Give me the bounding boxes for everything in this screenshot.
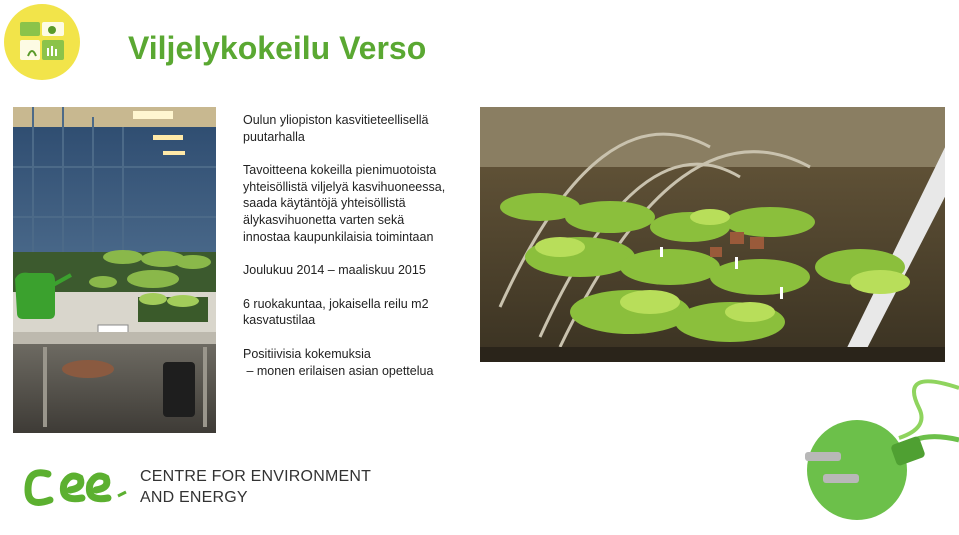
info-text [243, 112, 473, 396]
page-title: Viljelykokeilu Verso [128, 30, 427, 66]
org-name [140, 466, 371, 508]
verso-logo [4, 4, 80, 80]
text-line: kasvatustilaa [243, 313, 316, 328]
text-line: Joulukuu 2014 – maaliskuu 2015 [243, 263, 426, 278]
experience-paragraph [243, 346, 473, 379]
text-line: Tavoitteena kokeilla pienimuotoista [243, 163, 437, 178]
greenhouse-photo-right [480, 107, 945, 362]
period-paragraph [243, 262, 473, 279]
greenhouse-photo-left [13, 107, 216, 433]
text-line: 6 ruokakuntaa, jokaisella reilu m2 [243, 296, 429, 311]
text-line: innostaa kaupunkilaisia toimintaan [243, 229, 434, 244]
text-line: älykasvihuonetta varten sekä [243, 212, 405, 227]
org-name-line: CENTRE FOR ENVIRONMENT [140, 468, 372, 485]
location-paragraph [243, 112, 473, 145]
text-line: saada käytäntöjä yhteisöllistä [243, 196, 406, 211]
plug-icon [795, 370, 959, 530]
text-line: puutarhalla [243, 129, 305, 144]
text-line: – monen erilaisen asian opettelua [243, 363, 434, 378]
text-line: Positiivisia kokemuksia [243, 346, 371, 361]
text-line: yhteisöllistä viljelyä kasvihuoneessa, [243, 179, 446, 194]
goal-paragraph [243, 162, 473, 245]
cee-logo [22, 460, 132, 510]
text-line: Oulun yliopiston kasvitieteellisellä [243, 113, 429, 127]
org-name-line: AND ENERGY [140, 489, 248, 506]
participants-paragraph [243, 296, 473, 329]
